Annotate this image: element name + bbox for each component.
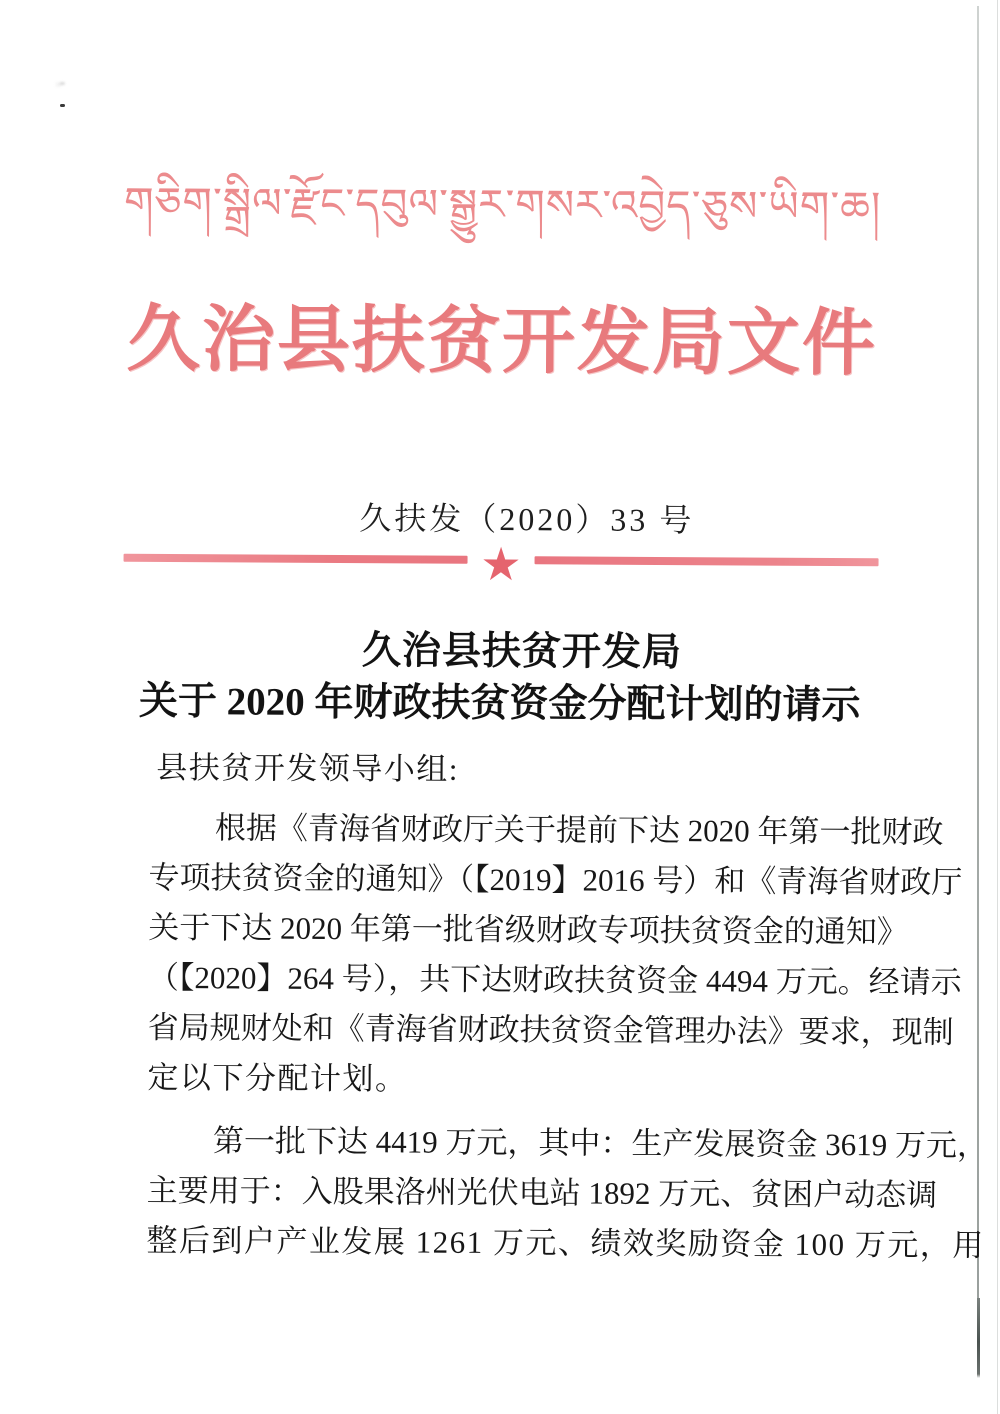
paragraph-1-line: 省局规财处和《青海省财政扶贫资金管理办法》要求，现制 — [147, 1009, 954, 1050]
paragraph-1-line: （【2020】264 号），共下达财政扶贫资金 4494 万元。经请示 — [147, 959, 962, 1000]
tibetan-letterhead-title: གཅིག་སྒྲིལ་རྫོང་དབུལ་སྒྱུར་གསར་འབྱེད་ཅུས་ཡིག་ཆ། — [123, 177, 882, 232]
paragraph-2-line: 整后到户产业发展 1261 万元、绩效奖励资金 100 万元，用 — [146, 1222, 985, 1263]
document-title-line1: 久治县扶贫开发局 — [361, 629, 683, 675]
letterhead-divider — [123, 536, 878, 592]
document-number: 久扶发（2020）33 号 — [359, 500, 695, 539]
star-icon: ★ — [480, 536, 522, 592]
paragraph-2-line: 主要用于：入股果洛州光伏电站 1892 万元、贫困户动态调 — [146, 1172, 938, 1213]
divider-line-right — [535, 556, 879, 566]
salutation: 县扶贫开发领导小组: — [156, 749, 460, 787]
paragraph-2 — [146, 1116, 989, 1270]
paragraph-1-line: 根据《青海省财政厅关于提前下达 2020 年第一批财政 — [214, 810, 944, 850]
agency-letterhead-title: 久治县扶贫开发局文件 — [126, 298, 878, 385]
document-title-line2: 关于 2020 年财政扶贫资金分配计划的请示 — [138, 679, 861, 728]
paragraph-2-line: 第一批下达 4419 万元，其中：生产发展资金 3619 万元， — [212, 1123, 989, 1163]
paragraph-1 — [147, 803, 963, 1107]
paragraph-1-line: 定以下分配计划。 — [147, 1059, 408, 1097]
divider-line-left — [124, 554, 468, 564]
paragraph-1-line: 关于下达 2020 年第一批省级财政专项扶贫资金的通知》 — [148, 909, 908, 950]
paragraph-1-line: 专项扶贫资金的通知》（【2019】2016 号）和《青海省财政厅 — [148, 859, 963, 900]
